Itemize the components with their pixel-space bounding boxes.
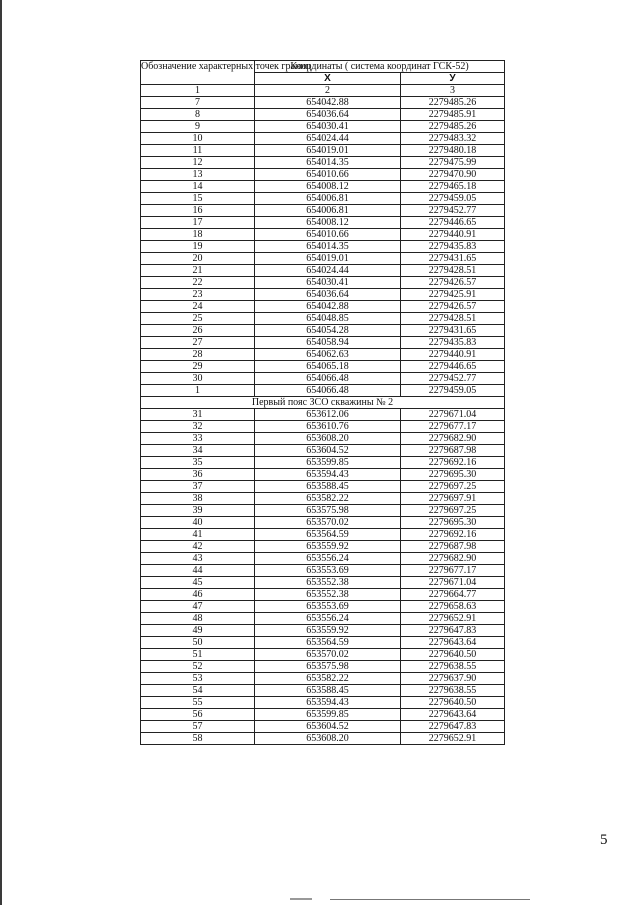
point-number: 49	[141, 625, 255, 637]
table-row	[141, 589, 505, 601]
point-number: 21	[141, 265, 255, 277]
column-number-2: 2	[255, 85, 401, 97]
x-coordinate: 653588.45	[255, 685, 401, 697]
point-number: 13	[141, 169, 255, 181]
y-coordinate: 2279475.99	[401, 157, 505, 169]
page-number: 5	[600, 832, 608, 848]
point-number: 30	[141, 373, 255, 385]
y-coordinate: 2279485.26	[401, 121, 505, 133]
table-row	[141, 457, 505, 469]
y-coordinate: 2279428.51	[401, 265, 505, 277]
table-row	[141, 685, 505, 697]
table-row	[141, 517, 505, 529]
point-number: 31	[141, 409, 255, 421]
x-coordinate: 653556.24	[255, 553, 401, 565]
y-coordinate: 2279485.26	[401, 97, 505, 109]
point-number: 10	[141, 133, 255, 145]
table-row	[141, 133, 505, 145]
y-coordinate: 2279640.50	[401, 697, 505, 709]
x-coordinate: 653553.69	[255, 565, 401, 577]
point-number: 22	[141, 277, 255, 289]
point-number: 17	[141, 217, 255, 229]
table-row	[141, 721, 505, 733]
table-row	[141, 433, 505, 445]
point-number: 27	[141, 337, 255, 349]
point-number: 40	[141, 517, 255, 529]
table-row	[141, 109, 505, 121]
table-row	[141, 445, 505, 457]
table-row	[141, 697, 505, 709]
y-coordinate: 2279697.25	[401, 481, 505, 493]
point-number: 24	[141, 301, 255, 313]
y-coordinate: 2279671.04	[401, 409, 505, 421]
section-label: Первый пояс ЗСО скважины № 2	[141, 397, 505, 409]
point-number: 18	[141, 229, 255, 241]
table-row	[141, 373, 505, 385]
point-number: 25	[141, 313, 255, 325]
point-number: 54	[141, 685, 255, 697]
table-row	[141, 553, 505, 565]
header-y: У	[401, 73, 505, 85]
table-row	[141, 205, 505, 217]
x-coordinate: 653564.59	[255, 637, 401, 649]
point-number: 42	[141, 541, 255, 553]
point-number: 34	[141, 445, 255, 457]
point-number: 37	[141, 481, 255, 493]
table-row	[141, 361, 505, 373]
y-coordinate: 2279425.91	[401, 289, 505, 301]
point-number: 56	[141, 709, 255, 721]
table-row	[141, 625, 505, 637]
y-coordinate: 2279677.17	[401, 565, 505, 577]
table-row	[141, 541, 505, 553]
y-coordinate: 2279671.04	[401, 577, 505, 589]
point-number: 36	[141, 469, 255, 481]
point-number: 38	[141, 493, 255, 505]
table-row	[141, 505, 505, 517]
x-coordinate: 653559.92	[255, 541, 401, 553]
y-coordinate: 2279452.77	[401, 205, 505, 217]
y-coordinate: 2279459.05	[401, 385, 505, 397]
x-coordinate: 653582.22	[255, 493, 401, 505]
point-number: 55	[141, 697, 255, 709]
table-row	[141, 265, 505, 277]
x-coordinate: 654054.28	[255, 325, 401, 337]
point-number: 9	[141, 121, 255, 133]
point-number: 45	[141, 577, 255, 589]
point-number: 41	[141, 529, 255, 541]
point-number: 58	[141, 733, 255, 745]
x-coordinate: 654042.88	[255, 97, 401, 109]
y-coordinate: 2279643.64	[401, 709, 505, 721]
x-coordinate: 654019.01	[255, 145, 401, 157]
header-row	[141, 61, 505, 73]
y-coordinate: 2279638.55	[401, 661, 505, 673]
point-number: 16	[141, 205, 255, 217]
y-coordinate: 2279435.83	[401, 241, 505, 253]
x-coordinate: 654062.63	[255, 349, 401, 361]
x-coordinate: 654036.64	[255, 289, 401, 301]
table-row	[141, 577, 505, 589]
table-row	[141, 613, 505, 625]
table-row	[141, 325, 505, 337]
y-coordinate: 2279695.30	[401, 469, 505, 481]
y-coordinate: 2279695.30	[401, 517, 505, 529]
table-row	[141, 121, 505, 133]
table-row	[141, 337, 505, 349]
coordinates-table	[140, 60, 505, 745]
x-coordinate: 653608.20	[255, 433, 401, 445]
table-row	[141, 313, 505, 325]
y-coordinate: 2279682.90	[401, 553, 505, 565]
x-coordinate: 654030.41	[255, 121, 401, 133]
x-coordinate: 654065.18	[255, 361, 401, 373]
x-coordinate: 654014.35	[255, 157, 401, 169]
x-coordinate: 653594.43	[255, 697, 401, 709]
x-coordinate: 653599.85	[255, 709, 401, 721]
y-coordinate: 2279435.83	[401, 337, 505, 349]
table-row	[141, 469, 505, 481]
y-coordinate: 2279452.77	[401, 373, 505, 385]
x-coordinate: 654008.12	[255, 181, 401, 193]
x-coordinate: 654014.35	[255, 241, 401, 253]
table-row	[141, 601, 505, 613]
x-coordinate: 654024.44	[255, 265, 401, 277]
point-number: 57	[141, 721, 255, 733]
x-coordinate: 653570.02	[255, 517, 401, 529]
table-row	[141, 301, 505, 313]
y-coordinate: 2279652.91	[401, 613, 505, 625]
point-number: 19	[141, 241, 255, 253]
column-number-3: 3	[401, 85, 505, 97]
point-number: 52	[141, 661, 255, 673]
column-number-row	[141, 85, 505, 97]
point-number: 14	[141, 181, 255, 193]
header-point-designation: Обозначение характерных точек границ	[141, 61, 255, 85]
table-row	[141, 565, 505, 577]
y-coordinate: 2279428.51	[401, 313, 505, 325]
point-number: 7	[141, 97, 255, 109]
y-coordinate: 2279697.91	[401, 493, 505, 505]
y-coordinate: 2279431.65	[401, 253, 505, 265]
table-row	[141, 421, 505, 433]
point-number: 15	[141, 193, 255, 205]
table-row	[141, 97, 505, 109]
x-coordinate: 653570.02	[255, 649, 401, 661]
table-row	[141, 229, 505, 241]
y-coordinate: 2279431.65	[401, 325, 505, 337]
y-coordinate: 2279426.57	[401, 277, 505, 289]
x-coordinate: 654066.48	[255, 373, 401, 385]
section-row	[141, 397, 505, 409]
x-coordinate: 653564.59	[255, 529, 401, 541]
table-row	[141, 637, 505, 649]
y-coordinate: 2279647.83	[401, 721, 505, 733]
x-coordinate: 653588.45	[255, 481, 401, 493]
point-number: 8	[141, 109, 255, 121]
header-coordinate-system: Координаты ( система координат ГСК-52)	[255, 61, 505, 73]
point-number: 23	[141, 289, 255, 301]
y-coordinate: 2279440.91	[401, 229, 505, 241]
table-row	[141, 169, 505, 181]
x-coordinate: 654030.41	[255, 277, 401, 289]
table-row	[141, 673, 505, 685]
x-coordinate: 654058.94	[255, 337, 401, 349]
point-number: 43	[141, 553, 255, 565]
x-coordinate: 653612.06	[255, 409, 401, 421]
x-coordinate: 653552.38	[255, 577, 401, 589]
x-coordinate: 654010.66	[255, 169, 401, 181]
y-coordinate: 2279459.05	[401, 193, 505, 205]
y-coordinate: 2279483.32	[401, 133, 505, 145]
y-coordinate: 2279677.17	[401, 421, 505, 433]
y-coordinate: 2279643.64	[401, 637, 505, 649]
x-coordinate: 654019.01	[255, 253, 401, 265]
y-coordinate: 2279682.90	[401, 433, 505, 445]
x-coordinate: 654066.48	[255, 385, 401, 397]
y-coordinate: 2279640.50	[401, 649, 505, 661]
point-number: 39	[141, 505, 255, 517]
x-coordinate: 654006.81	[255, 193, 401, 205]
point-number: 26	[141, 325, 255, 337]
point-number: 32	[141, 421, 255, 433]
x-coordinate: 653575.98	[255, 505, 401, 517]
table-row	[141, 661, 505, 673]
y-coordinate: 2279446.65	[401, 217, 505, 229]
y-coordinate: 2279692.16	[401, 529, 505, 541]
table-row	[141, 649, 505, 661]
point-number: 50	[141, 637, 255, 649]
y-coordinate: 2279697.25	[401, 505, 505, 517]
x-coordinate: 653556.24	[255, 613, 401, 625]
header-x: X	[255, 73, 401, 85]
point-number: 47	[141, 601, 255, 613]
x-coordinate: 653594.43	[255, 469, 401, 481]
point-number: 33	[141, 433, 255, 445]
y-coordinate: 2279638.55	[401, 685, 505, 697]
x-coordinate: 654010.66	[255, 229, 401, 241]
y-coordinate: 2279664.77	[401, 589, 505, 601]
coordinates-table-body	[141, 61, 505, 745]
x-coordinate: 653608.20	[255, 733, 401, 745]
y-coordinate: 2279426.57	[401, 301, 505, 313]
x-coordinate: 653610.76	[255, 421, 401, 433]
y-coordinate: 2279446.65	[401, 361, 505, 373]
table-row	[141, 529, 505, 541]
x-coordinate: 654042.88	[255, 301, 401, 313]
table-row	[141, 349, 505, 361]
y-coordinate: 2279440.91	[401, 349, 505, 361]
x-coordinate: 653552.38	[255, 589, 401, 601]
x-coordinate: 653553.69	[255, 601, 401, 613]
table-row	[141, 181, 505, 193]
y-coordinate: 2279470.90	[401, 169, 505, 181]
y-coordinate: 2279480.18	[401, 145, 505, 157]
table-row	[141, 253, 505, 265]
x-coordinate: 653559.92	[255, 625, 401, 637]
footer-line	[330, 899, 530, 900]
y-coordinate: 2279465.18	[401, 181, 505, 193]
y-coordinate: 2279637.90	[401, 673, 505, 685]
point-number: 28	[141, 349, 255, 361]
x-coordinate: 654006.81	[255, 205, 401, 217]
table-row	[141, 289, 505, 301]
table-row	[141, 277, 505, 289]
point-number: 44	[141, 565, 255, 577]
table-row	[141, 733, 505, 745]
x-coordinate: 653604.52	[255, 445, 401, 457]
point-number: 29	[141, 361, 255, 373]
table-row	[141, 145, 505, 157]
page-left-edge	[0, 0, 2, 905]
x-coordinate: 653575.98	[255, 661, 401, 673]
x-coordinate: 653599.85	[255, 457, 401, 469]
y-coordinate: 2279692.16	[401, 457, 505, 469]
y-coordinate: 2279687.98	[401, 445, 505, 457]
x-coordinate: 653604.52	[255, 721, 401, 733]
y-coordinate: 2279485.91	[401, 109, 505, 121]
y-coordinate: 2279687.98	[401, 541, 505, 553]
point-number: 48	[141, 613, 255, 625]
point-number: 12	[141, 157, 255, 169]
column-number-1: 1	[141, 85, 255, 97]
table-row	[141, 709, 505, 721]
point-number: 11	[141, 145, 255, 157]
point-number: 20	[141, 253, 255, 265]
x-coordinate: 654008.12	[255, 217, 401, 229]
table-row	[141, 493, 505, 505]
x-coordinate: 653582.22	[255, 673, 401, 685]
table-row	[141, 217, 505, 229]
point-number: 51	[141, 649, 255, 661]
point-number: 53	[141, 673, 255, 685]
table-row	[141, 481, 505, 493]
table-row	[141, 409, 505, 421]
table-row	[141, 193, 505, 205]
table-row	[141, 385, 505, 397]
point-number: 1	[141, 385, 255, 397]
y-coordinate: 2279647.83	[401, 625, 505, 637]
y-coordinate: 2279652.91	[401, 733, 505, 745]
table-row	[141, 157, 505, 169]
point-number: 46	[141, 589, 255, 601]
x-coordinate: 654036.64	[255, 109, 401, 121]
point-number: 35	[141, 457, 255, 469]
table-row	[141, 241, 505, 253]
footer-mark	[290, 898, 312, 900]
x-coordinate: 654048.85	[255, 313, 401, 325]
y-coordinate: 2279658.63	[401, 601, 505, 613]
x-coordinate: 654024.44	[255, 133, 401, 145]
